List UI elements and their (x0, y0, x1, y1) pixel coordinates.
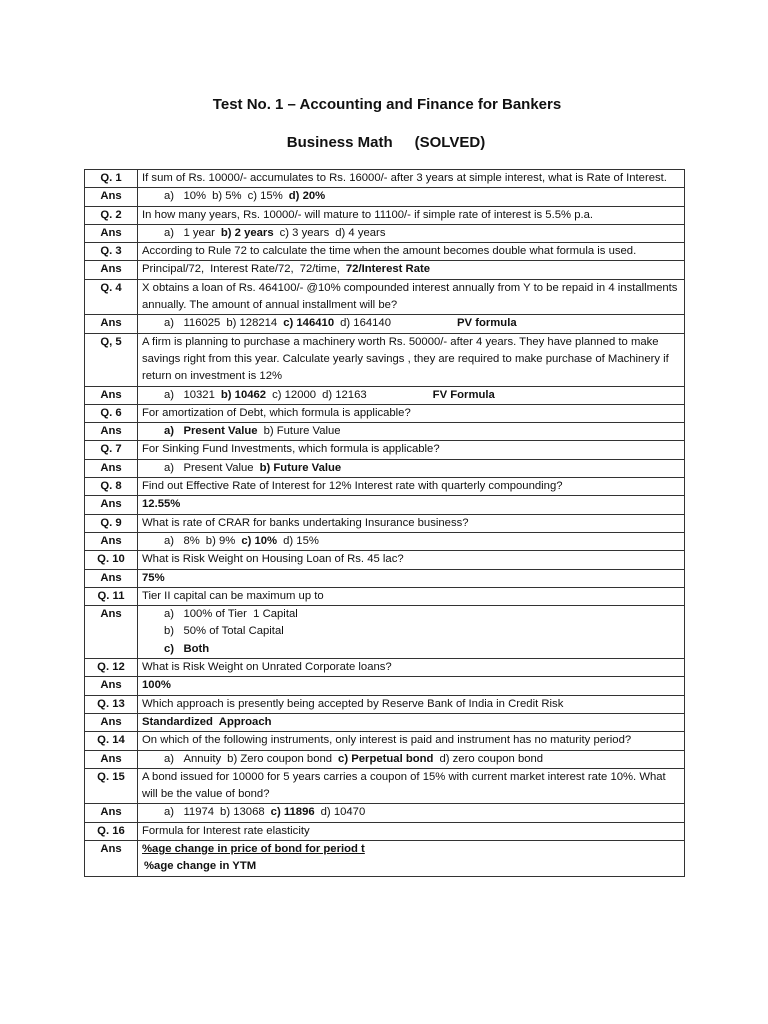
answer-option: c) Perpetual bond (338, 752, 434, 765)
document-subtitle (2, 134, 768, 151)
question-number: Q. 1 (85, 170, 138, 188)
answer-option: d) 4 years (335, 226, 386, 239)
question-row (85, 441, 685, 459)
answer-label: Ans (85, 423, 138, 441)
answer-content (138, 606, 685, 659)
answer-label: Ans (85, 188, 138, 206)
qa-table (84, 169, 685, 877)
answer-option: c) 3 years (279, 226, 330, 239)
question-row (85, 695, 685, 713)
question-text: For amortization of Debt, which formula is applicable? (138, 404, 685, 422)
question-number: Q. 13 (85, 695, 138, 713)
answer-row (85, 532, 685, 550)
question-text: Which approach is presently being accepted by Reserve Bank of India in Credit Risk (138, 695, 685, 713)
question-row (85, 404, 685, 422)
answer-content: 75% (138, 569, 685, 587)
answer-row (85, 423, 685, 441)
answer-option: Principal/72, (142, 263, 205, 276)
question-row (85, 243, 685, 261)
answer-content (138, 750, 685, 768)
question-number: Q. 12 (85, 659, 138, 677)
answer-option: b) Future Value (263, 425, 341, 438)
question-number: Q. 6 (85, 404, 138, 422)
question-row (85, 333, 685, 386)
answer-option: c) 15% (247, 190, 283, 203)
question-number: Q. 4 (85, 279, 138, 315)
formula-denominator: %age change in YTM (144, 860, 257, 873)
question-text: What is Risk Weight on Housing Loan of Rs. 45 lac? (138, 551, 685, 569)
document-title: Test No. 1 – Accounting and Finance for Bankers (212, 96, 562, 113)
answer-row (85, 261, 685, 279)
question-number: Q. 7 (85, 441, 138, 459)
answer-option: b) 9% (205, 534, 236, 547)
subtitle-topic: Business Math (286, 134, 393, 151)
answer-option: d) 12163 (322, 388, 367, 401)
question-text: What is rate of CRAR for banks undertaking Insurance business? (138, 514, 685, 532)
answer-option: a) Annuity (164, 752, 222, 765)
answer-row (85, 606, 685, 659)
answer-row (85, 224, 685, 242)
answer-option: a) 1 year (164, 226, 215, 239)
answer-option: a) Present Value (164, 461, 254, 474)
subtitle-status: (SOLVED) (414, 134, 486, 151)
question-row (85, 206, 685, 224)
answer-label: Ans (85, 459, 138, 477)
question-text: Find out Effective Rate of Interest for 12% Interest rate with quarterly compounding? (138, 478, 685, 496)
answer-row (85, 386, 685, 404)
answer-option: d) 10470 (320, 806, 366, 819)
answer-option: c) 146410 (283, 317, 335, 330)
question-text: If sum of Rs. 10000/- accumulates to Rs. 16000/- after 3 years at simple interest, what is Rate of Interest. (138, 170, 685, 188)
answer-label: Ans (85, 677, 138, 695)
answer-option: a) 8% (164, 534, 200, 547)
answer-option: a) 10% (164, 190, 207, 203)
question-number: Q. 8 (85, 478, 138, 496)
answer-option: c) 12000 (272, 388, 317, 401)
question-row (85, 732, 685, 750)
question-row (85, 768, 685, 804)
question-number: Q. 9 (85, 514, 138, 532)
answer-content (138, 188, 685, 206)
answer-row (85, 459, 685, 477)
answer-content (138, 224, 685, 242)
question-number: Q. 15 (85, 768, 138, 804)
question-text: X obtains a loan of Rs. 464100/- @10% compounded interest annually from Y to be repaid in 4 installments annually. The amount of annual installment will be? (138, 279, 685, 315)
question-text: According to Rule 72 to calculate the time when the amount becomes double what formula is used. (138, 243, 685, 261)
answer-label: Ans (85, 804, 138, 822)
answer-row (85, 804, 685, 822)
question-row (85, 279, 685, 315)
answer-option: d) 20% (288, 190, 326, 203)
answer-content (138, 423, 685, 441)
answer-option: a) 10321 (164, 388, 215, 401)
answer-option: a) 11974 (164, 806, 215, 819)
answer-row (85, 315, 685, 333)
answer-option: b) 10462 (220, 388, 267, 401)
answer-content: 100% (138, 677, 685, 695)
question-text: A firm is planning to purchase a machinery worth Rs. 50000/- after 4 years. They have planned to make savings right from this year. Calculate yearly savings , they are required to make purchase of Machinery if return on investment is 12% (138, 333, 685, 386)
answer-option: d) 15% (283, 534, 319, 547)
question-number: Q. 3 (85, 243, 138, 261)
question-row (85, 551, 685, 569)
answer-content (138, 315, 685, 333)
answer-label: Ans (85, 713, 138, 731)
question-row (85, 659, 685, 677)
answer-option: c) 10% (241, 534, 278, 547)
answer-option: a) 116025 (164, 317, 221, 330)
answer-option: Interest Rate/72, (210, 263, 294, 276)
question-number: Q, 5 (85, 333, 138, 386)
answer-row (85, 713, 685, 731)
answer-option: d) zero coupon bond (439, 752, 544, 765)
question-text: Tier II capital can be maximum up to (138, 587, 685, 605)
answer-option: b) 13068 (220, 806, 265, 819)
answer-option: b) 50% of Total Capital (164, 625, 284, 638)
answer-option: a) 100% of Tier 1 Capital (164, 608, 298, 621)
answer-option: b) 128214 (226, 317, 278, 330)
question-number: Q. 11 (85, 587, 138, 605)
answer-label: Ans (85, 750, 138, 768)
answer-option: d) 164140 (340, 317, 391, 330)
question-text: On which of the following instruments, only interest is paid and instrument has no maturity period? (138, 732, 685, 750)
answer-label: Ans (85, 840, 138, 876)
answer-option: b) Zero coupon bond (227, 752, 333, 765)
answer-row (85, 188, 685, 206)
answer-content (138, 459, 685, 477)
answer-content (138, 386, 685, 404)
answer-row (85, 569, 685, 587)
answer-label: Ans (85, 224, 138, 242)
answer-content: 12.55% (138, 496, 685, 514)
question-text: What is Risk Weight on Unrated Corporate loans? (138, 659, 685, 677)
answer-label: Ans (85, 315, 138, 333)
formula-note: FV Formula (432, 388, 495, 401)
answer-option: c) 11896 (270, 806, 315, 819)
formula-numerator: %age change in price of bond for period t (142, 842, 365, 855)
answer-option: b) 5% (212, 190, 242, 203)
answer-content (138, 532, 685, 550)
answer-option: a) Present Value (164, 425, 258, 438)
answer-row (85, 840, 685, 876)
answer-option: c) Both (164, 642, 210, 655)
question-row (85, 170, 685, 188)
question-text: A bond issued for 10000 for 5 years carries a coupon of 15% with current market interest rate 10%. What will be the value of bond? (138, 768, 685, 804)
question-text: For Sinking Fund Investments, which formula is applicable? (138, 441, 685, 459)
question-row (85, 514, 685, 532)
question-number: Q. 14 (85, 732, 138, 750)
question-text: Formula for Interest rate elasticity (138, 822, 685, 840)
question-number: Q. 16 (85, 822, 138, 840)
answer-label: Ans (85, 569, 138, 587)
answer-label: Ans (85, 496, 138, 514)
answer-content: Standardized Approach (138, 713, 685, 731)
answer-option: 72/Interest Rate (345, 263, 431, 276)
answer-label: Ans (85, 532, 138, 550)
answer-label: Ans (85, 261, 138, 279)
question-number: Q. 10 (85, 551, 138, 569)
answer-content (138, 840, 685, 876)
question-row (85, 478, 685, 496)
question-text: In how many years, Rs. 10000/- will mature to 11100/- if simple rate of interest is 5.5% p.a. (138, 206, 685, 224)
answer-option: b) Future Value (259, 461, 342, 474)
answer-option: 72/time, (299, 263, 340, 276)
question-row (85, 587, 685, 605)
answer-content (138, 261, 685, 279)
answer-option: b) 2 years (220, 226, 274, 239)
answer-row (85, 496, 685, 514)
answer-label: Ans (85, 606, 138, 659)
answer-row (85, 750, 685, 768)
formula-note: PV formula (457, 317, 517, 330)
answer-content (138, 804, 685, 822)
question-row (85, 822, 685, 840)
answer-row (85, 677, 685, 695)
answer-label: Ans (85, 386, 138, 404)
question-number: Q. 2 (85, 206, 138, 224)
